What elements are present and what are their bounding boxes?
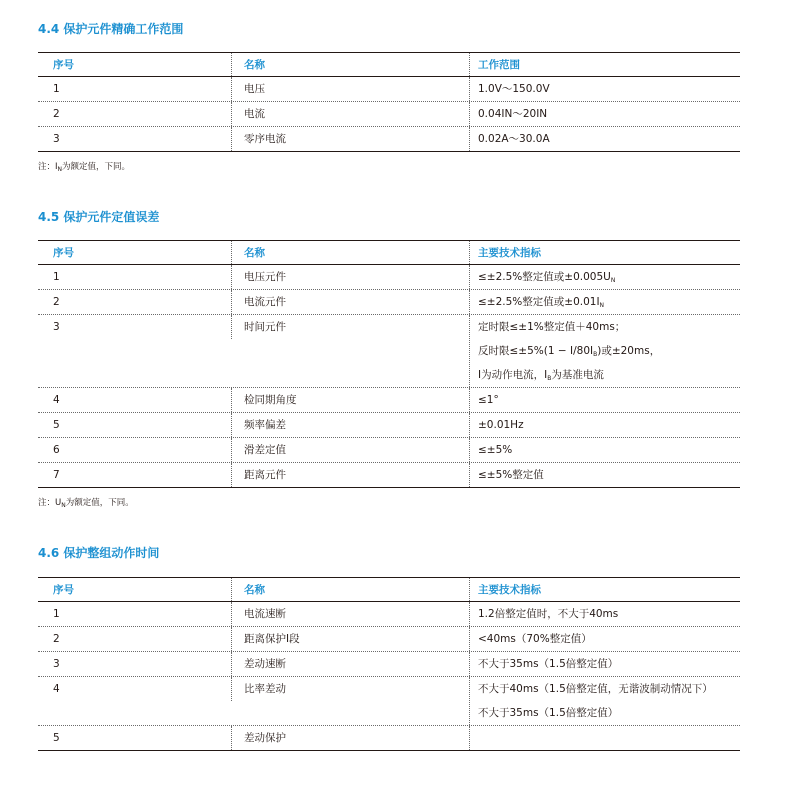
row-name: 距离元件 xyxy=(231,463,469,487)
table-note: 注：$I_N$为额定值，下同。 xyxy=(38,162,131,173)
row-name: 电压 xyxy=(231,77,469,101)
section-working-range xyxy=(38,22,740,173)
row-name: 检同期角度 xyxy=(231,388,469,412)
table-row xyxy=(38,726,740,751)
row-name: 滑差定值 xyxy=(231,438,469,462)
table-row xyxy=(38,627,740,652)
value-line: 反时限$\le\pm 5\%(1 - I/80I_B)$或±20ms， xyxy=(478,345,661,358)
row-index: 4 xyxy=(53,394,60,406)
section-setting-error xyxy=(38,210,740,509)
row-name: 比率差动 xyxy=(231,677,469,701)
header-spec: 主要技术指标 xyxy=(469,578,740,601)
row-value: ≤±5% xyxy=(469,438,740,462)
row-value: 1.2倍整定值时，不大于40ms xyxy=(469,602,740,626)
row-value xyxy=(469,726,740,750)
value-line: 定时限≤±1%整定值＋40ms； xyxy=(478,321,626,333)
header-range: 工作范围 xyxy=(469,53,740,76)
row-value: ≤±2.5%整定值或$\pm 0.01I_N$ xyxy=(469,290,740,314)
header-name: 名称 xyxy=(231,53,469,76)
row-value xyxy=(469,315,740,387)
row-name: 距离保护Ⅰ段 xyxy=(231,627,469,651)
row-name: 电流元件 xyxy=(231,290,469,314)
table-header xyxy=(38,240,740,265)
row-value: <40ms（70%整定值） xyxy=(469,627,740,651)
row-value xyxy=(469,677,740,725)
table-row xyxy=(38,438,740,463)
row-index: 2 xyxy=(53,633,60,645)
row-value: 0.04IN～20IN xyxy=(469,102,740,126)
value-line: 不大于35ms（1.5倍整定值） xyxy=(478,707,619,719)
table-row xyxy=(38,102,740,127)
working-range-table xyxy=(38,52,740,152)
table-row xyxy=(38,290,740,315)
row-index: 3 xyxy=(53,133,60,145)
section-title: 4.5 保护元件定值误差 xyxy=(38,210,160,224)
row-index: 2 xyxy=(53,108,60,120)
row-value: ≤±5%整定值 xyxy=(469,463,740,487)
header-index: 序号 xyxy=(53,247,74,259)
table-row xyxy=(38,602,740,627)
table-header xyxy=(38,577,740,602)
row-index: 5 xyxy=(53,732,60,744)
table-note: 注：$U_N$为额定值，下同。 xyxy=(38,498,134,509)
row-value: ≤1° xyxy=(469,388,740,412)
row-index: 1 xyxy=(53,271,60,283)
table-row xyxy=(38,127,740,152)
row-index: 3 xyxy=(53,658,60,670)
row-index: 1 xyxy=(53,83,60,95)
row-name: 电流速断 xyxy=(231,602,469,626)
row-value: ±0.01Hz xyxy=(469,413,740,437)
table-row xyxy=(38,463,740,488)
row-index: 5 xyxy=(53,419,60,431)
table-row xyxy=(38,77,740,102)
header-index: 序号 xyxy=(53,584,74,596)
table-row xyxy=(38,677,740,726)
row-value: 0.02A～30.0A xyxy=(469,127,740,151)
row-index: 2 xyxy=(53,296,60,308)
row-name: 电流 xyxy=(231,102,469,126)
trip-time-table xyxy=(38,577,740,751)
value-line: 不大于40ms（1.5倍整定值，无谐波制动情况下） xyxy=(478,683,713,695)
section-title: 4.4 保护元件精确工作范围 xyxy=(38,22,184,36)
row-name: 频率偏差 xyxy=(231,413,469,437)
row-index: 7 xyxy=(53,469,60,481)
value-line: I为动作电流，$I_B$为基准电流 xyxy=(478,369,604,382)
section-title: 4.6 保护整组动作时间 xyxy=(38,546,160,560)
row-name: 电压元件 xyxy=(231,265,469,289)
table-header xyxy=(38,52,740,77)
table-row xyxy=(38,265,740,290)
row-value: 不大于35ms（1.5倍整定值） xyxy=(469,652,740,676)
row-index: 4 xyxy=(53,683,60,695)
row-name: 零序电流 xyxy=(231,127,469,151)
row-index: 6 xyxy=(53,444,60,456)
table-row xyxy=(38,315,740,388)
row-name: 时间元件 xyxy=(231,315,469,339)
row-value: 1.0V～150.0V xyxy=(469,77,740,101)
table-row xyxy=(38,388,740,413)
header-name: 名称 xyxy=(231,241,469,264)
setting-error-table xyxy=(38,240,740,488)
header-name: 名称 xyxy=(231,578,469,601)
row-name: 差动速断 xyxy=(231,652,469,676)
table-row xyxy=(38,652,740,677)
row-value: ≤±2.5%整定值或$\pm 0.005U_N$ xyxy=(469,265,740,289)
section-trip-time xyxy=(38,546,740,751)
header-index: 序号 xyxy=(53,59,74,71)
header-spec: 主要技术指标 xyxy=(469,241,740,264)
table-row xyxy=(38,413,740,438)
row-index: 1 xyxy=(53,608,60,620)
row-index: 3 xyxy=(53,321,60,333)
row-name: 差动保护 xyxy=(231,726,469,750)
